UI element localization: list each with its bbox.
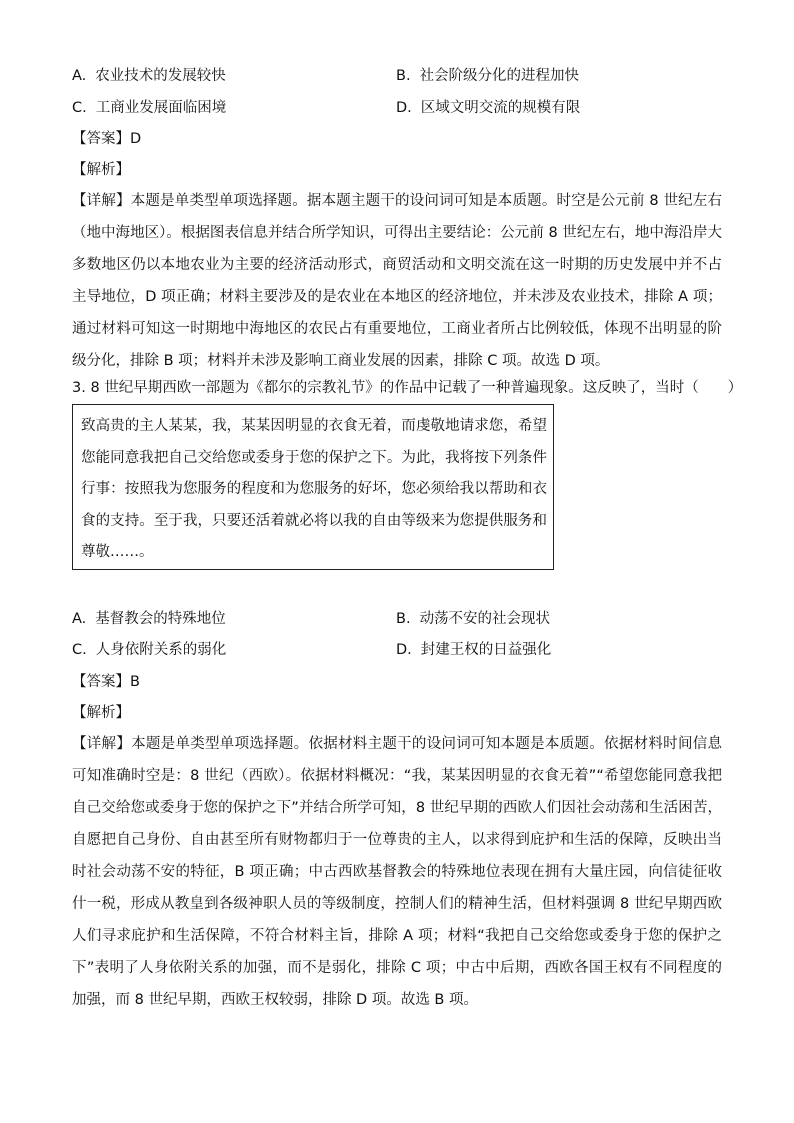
q2-options-row-1 — [72, 65, 732, 87]
q3-option-c — [72, 639, 226, 661]
q3-answer: 【答案】B — [72, 674, 140, 690]
q2-analysis-label: 【解析】 — [72, 162, 130, 178]
option-letter: D. — [396, 642, 412, 658]
option-text: 人身依附关系的弱化 — [95, 642, 227, 658]
q3-detail: 【详解】本题是单类型单项选择题。依据材料主题干的设问词可知本题是本质题。依据材料时间信息可知准确时空是：8 世纪（西欧）。依据材料概况：“我，某某因明显的衣食无着”“希望您能同意我把自己交给您或委身于您的保护之下”并结合所学可知，8 世纪早期的西欧人们因社会动荡和生活困苦，自愿把自己身份、自由甚至所有财物都归于一位尊贵的主人，以求得到庇护和生活的保障，反映出当时社会动荡不安的特征，B 项正确；中古西欧基督教会的特殊地位表现在拥有大量庄园，向信徒征收什一税，形成从教皇到各级神职人员的等级制度，控制人们的精神生活，但材料强调 8 世纪早期西欧人们寻求庇护和生活保障，不符合材料主旨，排除 A 项；材料“我把自己交给您或委身于您的保护之下”表明了人身依附关系的加强，而不是弱化，排除 C 项；中古中后期，西欧各国王权有不同程度的加强，而 8 世纪早期，西欧王权较弱，排除 D 项。故选 B 项。 — [72, 736, 722, 1008]
option-text: 动荡不安的社会现状 — [419, 611, 551, 627]
option-text: 农业技术的发展较快 — [95, 68, 226, 84]
option-text: 社会阶级分化的进程加快 — [419, 68, 580, 84]
q3-material-text: 致高贵的主人某某，我，某某因明显的衣食无着，而虔敬地请求您，希望您能同意我把自己交给您或委身于您的保护之下。为此，我将按下列条件行事：按照我为您服务的程度和为您服务的好坏，您必须给我以帮助和衣食的支持。至于我，只要还活着就必将以我的自由等级来为您提供服务和尊敬……。 — [81, 418, 547, 560]
option-letter: A. — [72, 611, 87, 627]
q3-option-a — [72, 608, 226, 630]
q3-material-box — [72, 404, 554, 570]
q3-options-row-1 — [72, 608, 732, 630]
option-letter: A. — [72, 68, 87, 84]
q2-answer: 【答案】D — [72, 131, 142, 147]
option-text: 基督教会的特殊地位 — [95, 611, 226, 627]
option-letter: B. — [396, 68, 411, 84]
option-letter: C. — [72, 642, 87, 658]
q3-options-row-2 — [72, 639, 732, 661]
q2-option-b — [396, 65, 579, 87]
q3-analysis-label: 【解析】 — [72, 705, 130, 721]
option-letter: B. — [396, 611, 411, 627]
option-letter: C. — [72, 100, 87, 116]
q3-option-b — [396, 608, 550, 630]
q2-option-a — [72, 65, 226, 87]
q3-stem: 3. 8 世纪早期西欧一部题为《都尔的宗教礼节》的作品中记载了一种普遍现象。这反映了，当时（ ） — [72, 380, 743, 396]
q3-option-d — [396, 639, 551, 661]
q2-option-d — [396, 97, 580, 119]
q2-options-row-2 — [72, 97, 732, 119]
option-text: 封建王权的日益强化 — [420, 642, 552, 658]
option-text: 工商业发展面临困境 — [95, 100, 227, 116]
q2-option-c — [72, 97, 226, 119]
q2-detail: 【详解】本题是单类型单项选择题。据本题主题干的设问词可知是本质题。时空是公元前 8 世纪左右（地中海地区）。根据图表信息并结合所学知识，可得出主要结论：公元前 8 世纪左右，地中海沿岸大多数地区仍以本地农业为主要的经济活动形式，商贸活动和文明交流在这一时期的历史发展中并不占主导地位，D 项正确；材料主要涉及的是农业在本地区的经济地位，并未涉及农业技术，排除 A 项；通过材料可知这一时期地中海地区的农民占有重要地位，工商业者所占比例较低，体现不出明显的阶级分化，排除 B 项；材料并未涉及影响工商业发展的因素，排除 C 项。故选 D 项。 — [72, 193, 722, 369]
option-letter: D. — [396, 100, 412, 116]
option-text: 区域文明交流的规模有限 — [420, 100, 581, 116]
